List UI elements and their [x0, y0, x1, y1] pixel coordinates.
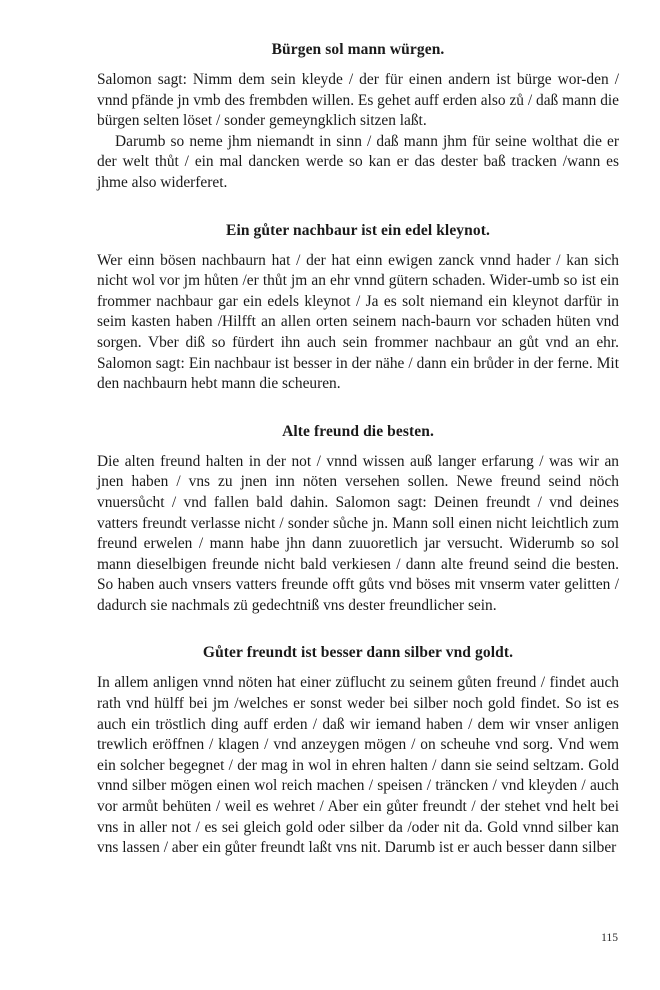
section-buergen [97, 38, 619, 194]
page-number: 115 [601, 932, 618, 944]
section-heading: Gůter freundt ist besser dann silber vnd goldt. [202, 644, 514, 662]
paragraph: In allem anligen vnnd nöten hat einer züflucht zu seinem gůten freund / findet auch rath vnd hülff bei jm /welches er sonst weder bei silber noch gold findet. So ist es auch ein tröstlich ding auff erden / daß wir iemand haben / dem wir vnser anligen trewlich eröffnen / klagen / vnd anzeygen mögen / on scheuhe vnd sorg. Vnd wem ein solcher begegnet / der mag in wol in ehren halten / dann sie seind seltzam. Gold vnnd silber mögen einen wol reich machen / speisen / träncken / vnd kleyden / auch vor armůt behüten / weil es wehret / Aber ein gůter freundt / der stehet vnd helt bei vns in aller not / es sei gleich gold oder silber da /oder nit da. Gold vnnd silber kan vns lassen / aber ein gůter freundt laßt vns nit. Darumb ist er auch besser dann silber [97, 674, 619, 857]
page-body [97, 38, 619, 884]
section-heading: Bürgen sol mann würgen. [271, 41, 445, 58]
paragraph: Salomon sagt: Nimm dem sein kleyde / der für einen andern ist bürge wor-den / vnnd pfände jn vmb des frembden willen. Es gehet auff erden also zů / daß mann die bürgen selten löset / sonder gemeyngklich sitzen laßt. [97, 71, 619, 130]
section-heading: Alte freund die besten. [282, 422, 434, 440]
section-nachbaur [97, 219, 619, 395]
section-guter-freundt [97, 641, 619, 858]
section-heading: Ein gůter nachbaur ist ein edel kleynot. [226, 221, 490, 239]
section-alte-freund [97, 420, 619, 617]
paragraph: Darumb so neme jhm niemandt in sinn / daß mann jhm für seine wolthat die er der welt thůt / ein mal dancken werde so kan er das dester baß tracken /wann es jhme also widerferet. [97, 132, 619, 191]
paragraph: Die alten freund halten in der not / vnnd wissen auß langer erfarung / was wir an jnen haben / vns zu jnen inn nöten versehen sollen. Newe freund seind nöch vnuersůcht / vnd fallen bald dahin. Salomon sagt: Deinen freundt / vnd deines vatters freundt verlasse nicht / sonder sůche jn. Mann soll einen nicht leichtlich zum freund erwelen / mann habe jhn dann zuuoretlich jar versucht. Widerumb so sol mann dieselbigen freunde nicht bald verkiesen / dann alte freund seind die besten. So haben auch vnsers vatters freunde offt gůts vnd böses mit vnserm vater gelitten / dadurch sie nachmals zü gedechtniß vns dester freundlicher sein. [97, 452, 619, 614]
paragraph: Wer einn bösen nachbaurn hat / der hat einn ewigen zanck vnnd hader / kan sich nicht wol vor jm hůten /er thůt jm an ehr vnnd gütern schaden. Wider-umb so ist ein frommer nachbaur gar ein edels kleynot / Ja es solt niemand ein kleynot darfür in seim kasten haben /Hilfft an allen orten seinem nach-baurn vor schaden hüten vnd sorgen. Vber diß so fürdert ihn auch sein frommer nachbaur an gůt vnd an ehr. Salomon sagt: Ein nachbaur ist besser in der nähe / dann ein brůder in der ferne. Mit den nachbaurn hebt mann die scheuren. [97, 251, 619, 393]
